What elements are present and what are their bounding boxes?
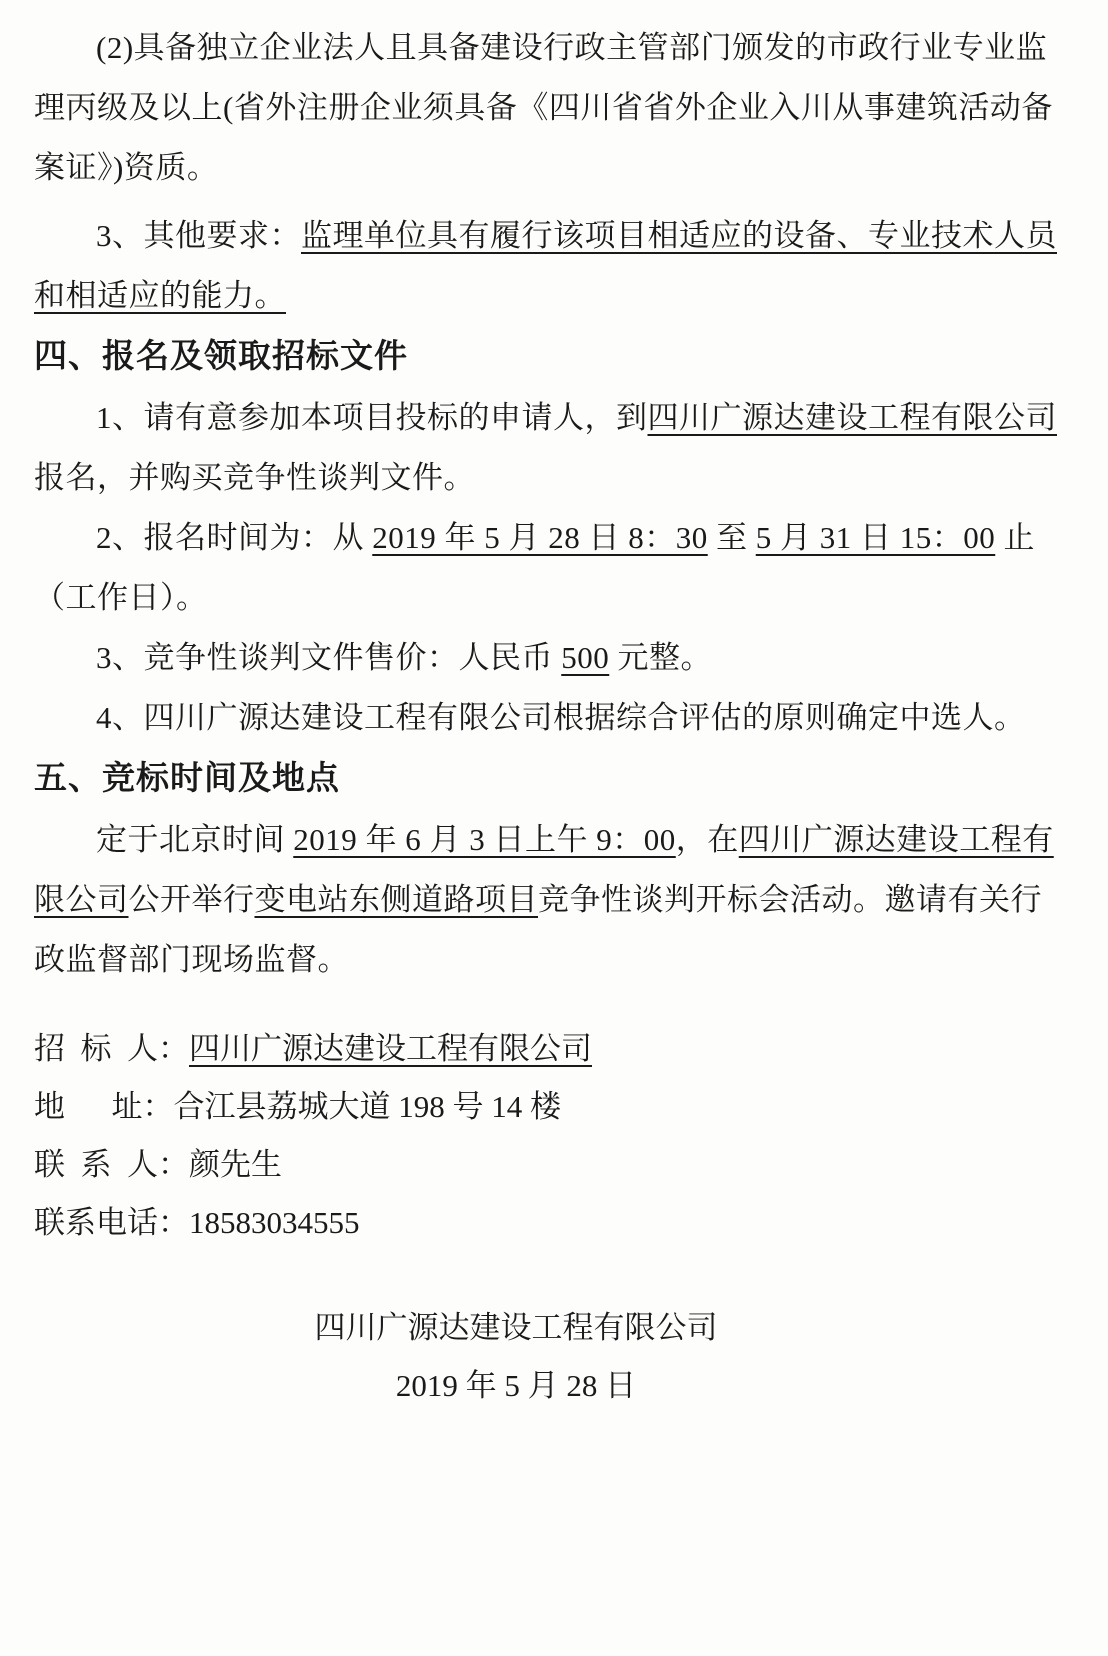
item-2-suffix: 止（工作日）。 — [34, 520, 1035, 615]
item-1-company: 四川广源达建设工程有限公司 — [647, 400, 1057, 435]
body-suffix: 竞争性谈判开标会活动。邀请有关行政监督部门现场监督。 — [34, 882, 1042, 977]
item-3-price: 500 — [561, 640, 610, 675]
tenderer-value: 四川广源达建设工程有限公司 — [189, 1031, 592, 1066]
item-2-end-time: 5 月 31 日 15：00 — [755, 520, 996, 555]
item-1-suffix: 报名，并购买竞争性谈判文件。 — [34, 460, 475, 495]
contact-person — [34, 1136, 1068, 1194]
signature-date: 2019 年 5 月 28 日 — [395, 1368, 637, 1403]
contact-phone — [34, 1194, 1068, 1252]
clause-2-paragraph: (2)具备独立企业法人且具备建设行政主管部门颁发的市政行业专业监理丙级及以上(省外注册企业须具备《四川省省外企业入川从事建筑活动备案证》)资质。 — [34, 30, 1053, 185]
address-value: 合江县荔城大道 198 号 14 楼 — [173, 1089, 561, 1124]
phone-value: 18583034555 — [189, 1205, 360, 1240]
section-four-item-2 — [34, 508, 1068, 628]
clause-3-prefix: 3、其他要求： — [96, 218, 301, 253]
tenderer-label: 招 标 人： — [34, 1031, 189, 1066]
contact-tenderer — [34, 1020, 1068, 1078]
section-four-item-3 — [34, 628, 1068, 688]
spacer — [34, 1252, 1068, 1298]
bid-location-company: 四川广源达建设工程有限公司 — [34, 822, 1054, 917]
person-label: 联 系 人： — [34, 1147, 189, 1182]
item-1-prefix: 1、请有意参加本项目投标的申请人，到 — [96, 400, 648, 435]
clause-3-underlined: 监理单位具有履行该项目相适应的设备、专业技术人员和相适应的能力。 — [34, 218, 1057, 313]
address-label: 地 址： — [34, 1089, 174, 1124]
item-2-middle: 至 — [707, 520, 756, 555]
item-2-prefix: 2、报名时间为：从 — [96, 520, 373, 555]
bid-datetime: 2019 年 6 月 3 日上午 9：00 — [293, 822, 676, 857]
heading-section-five: 五、竞标时间及地点 — [34, 761, 340, 797]
item-3-suffix: 元整。 — [609, 640, 712, 675]
spacer — [34, 990, 1068, 1020]
signature-company: 四川广源达建设工程有限公司 — [314, 1310, 718, 1345]
spacer — [34, 198, 1068, 206]
person-value: 颜先生 — [189, 1147, 282, 1182]
body-middle: ，在 — [675, 822, 739, 857]
section-four-item-1 — [34, 388, 1068, 508]
clause-3-paragraph — [34, 206, 1068, 326]
contact-address — [34, 1078, 1068, 1136]
item-2-start-time: 2019 年 5 月 28 日 8：30 — [372, 520, 708, 555]
section-five-body — [34, 810, 1068, 990]
item-3-prefix: 3、竞争性谈判文件售价：人民币 — [96, 640, 562, 675]
section-four-item-4: 4、四川广源达建设工程有限公司根据综合评估的原则确定中选人。 — [96, 700, 1026, 735]
body-prefix: 定于北京时间 — [96, 822, 294, 857]
project-name: 变电站东侧道路项目 — [254, 882, 538, 917]
body-middle-2: 公开举行 — [128, 882, 255, 917]
phone-label: 联系电话： — [34, 1205, 189, 1240]
heading-section-four: 四、报名及领取招标文件 — [34, 339, 408, 375]
